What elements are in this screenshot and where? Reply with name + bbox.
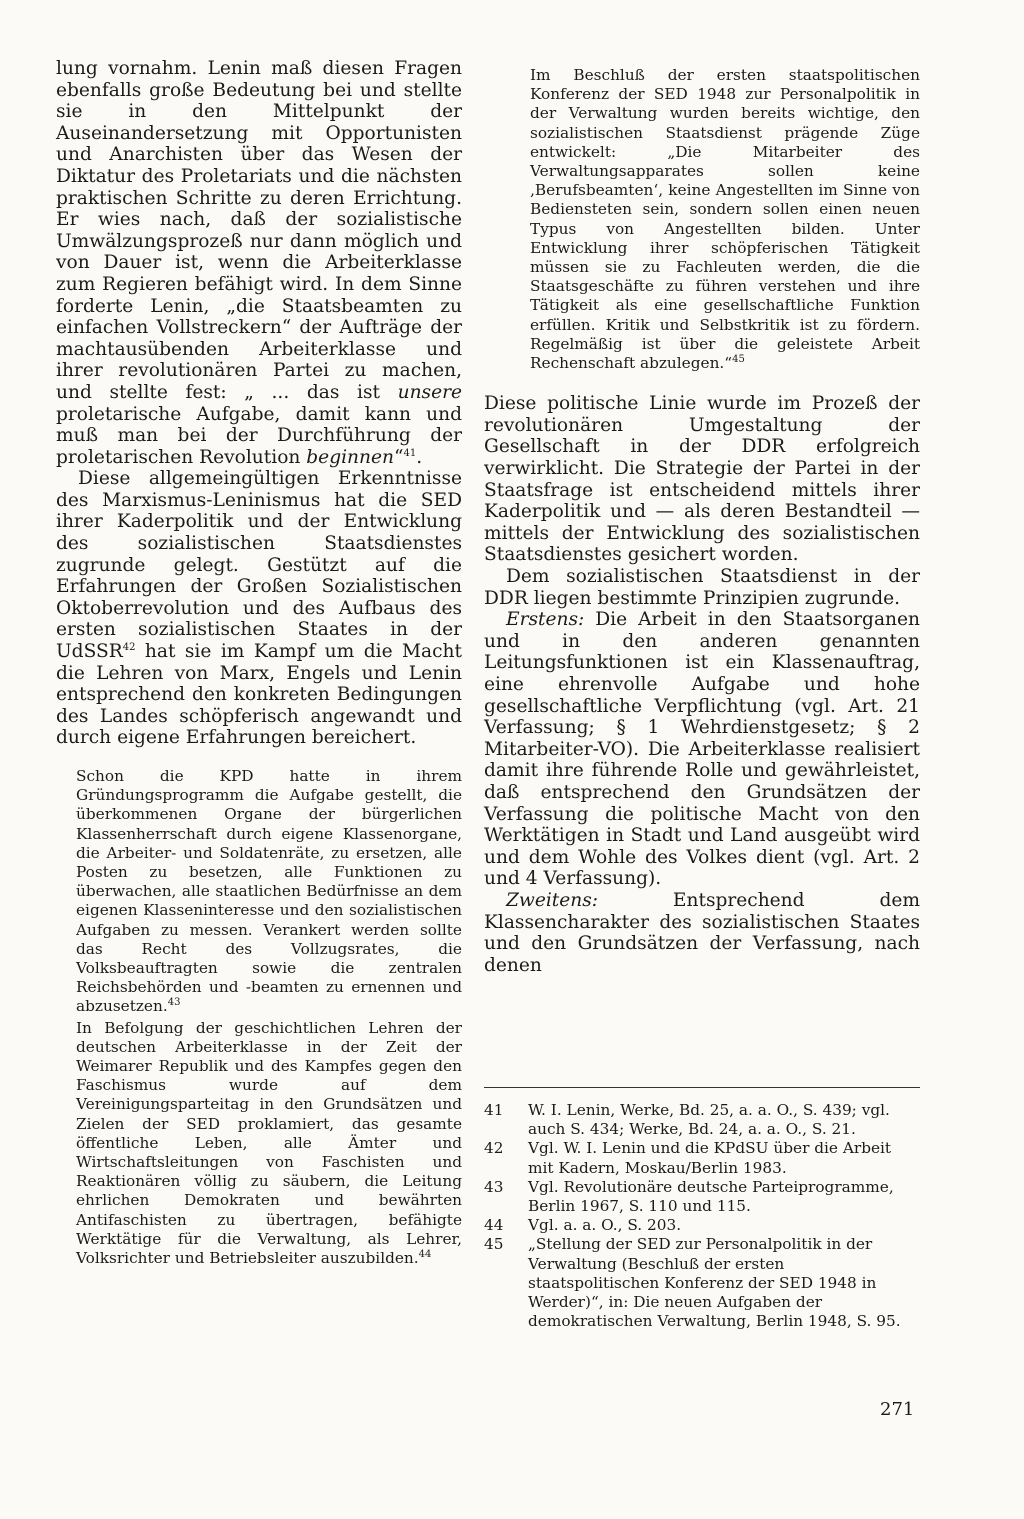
footnote-text: W. I. Lenin, Werke, Bd. 25, a. a. O., S. 439; vgl. auch S. 434; Werke, Bd. 24, a. a. O., S. 21. (528, 1101, 890, 1139)
small-paragraph-vereinigung (76, 1019, 462, 1269)
text-run: hat sie im Kampf um die Macht die Lehren von Marx, Engels und Lenin entsprechend den konkreten Bedingungen des Landes schöpferisch angewandt und durch eigene Erfahrungen bereichert. (56, 641, 462, 749)
footnote-ref-42: 42 (122, 641, 136, 653)
footnote-ref-41: 41 (403, 447, 417, 459)
footnote-text: „Stellung der SED zur Personalpolitik in der Verwaltung (Beschluß der ersten staatspolitischen Konferenz der SED 1948 in Werder)“, in: Die neuen Aufgaben der demokratischen Verwaltung, Berlin 1948, S. 95. (528, 1235, 901, 1331)
text-run: lung vornahm. Lenin maß diesen Fragen ebenfalls große Bedeutung bei und stellte sie in den Mittelpunkt der Auseinandersetzung mit Opportunisten und Anarchisten über das Wesen der Diktatur des Proletariats und die nächsten praktischen Schritte zu deren Errichtung. Er wies nach, daß der sozialistische Umwälzungsprozeß nur dann möglich und von Dauer ist, wenn die Arbeiterklasse zum Regieren befähigt wird. In dem Sinne forderte Lenin, „die Staatsbeamten zu einfachen Vollstreckern“ der Aufträge der machtausübenden Arbeiterklasse und ihrer revolutionären Partei zu machen, und stellte fest: „ ... das ist (56, 58, 462, 403)
footnote-number: 42 (484, 1139, 504, 1158)
paragraph-erstens (484, 609, 920, 890)
footnote-text: Vgl. W. I. Lenin und die KPdSU über die Arbeit mit Kadern, Moskau/Berlin 1983. (528, 1139, 892, 1177)
paragraph-prinzipien: Dem sozialistischen Staatsdienst in der DDR liegen bestimmte Prinzipien zugrunde. (484, 566, 920, 609)
footnote-divider (484, 1087, 920, 1088)
footnote-number: 45 (484, 1235, 504, 1254)
footnote-text: Vgl. Revolutionäre deutsche Parteiprogramme, Berlin 1967, S. 110 und 115. (528, 1177, 894, 1216)
footnote (484, 1235, 920, 1331)
footnote-ref-44: 44 (418, 1248, 432, 1260)
left-column (56, 58, 462, 1268)
text-run: Diese allgemeingültigen Erkenntnisse des Marxismus-Leninismus hat die SED ihrer Kaderpolitik und der Entwicklung des sozialistischen Staatsdienstes zugrunde gelegt. Gestützt auf die Erfahrungen der Großen Sozialistischen Oktoberrevolution und des Aufbaus des ersten sozialistischen Staates in der UdSSR (56, 468, 462, 663)
emphasis: unsere (397, 381, 462, 403)
small-print-block (76, 767, 462, 1268)
small-print-block (530, 66, 920, 373)
text-run: In Befolgung der geschichtlichen Lehren der deutschen Arbeiterklasse in der Zeit der Weimarer Republik und des Kampfes gegen den Faschismus wurde auf dem Vereinigungsparteitag in den Grundsätzen und Zielen der SED proklamiert, das gesamte öffentliche Leben, alle Ämter und Wirtschaftsleitungen von Faschisten und Reaktionären völlig zu säubern, die Leitung ehrlichen Demokraten und bewährten Antifaschisten zu übertragen, befähigte Werktätige für die Verwaltung, als Lehrer, Volksrichter und Betriebsleiter auszubilden. (76, 1018, 462, 1268)
text-run: “ (393, 446, 404, 468)
paragraph-lenin (56, 58, 462, 468)
emphasis: Erstens: (506, 609, 585, 631)
footnote-ref-45: 45 (732, 353, 745, 365)
footnote-number: 43 (484, 1177, 504, 1196)
footnote (484, 1178, 920, 1216)
small-paragraph-kpd (76, 767, 462, 1017)
footnote-ref-43: 43 (167, 997, 181, 1009)
paragraph-politische-linie: Diese politische Linie wurde im Prozeß der revolutionären Umgestaltung der Gesellschaft in der DDR erfolgreich verwirklicht. Die Strategie der Partei in der Staatsfrage ist entscheidend mittels ihrer Kaderpolitik und — als deren Bestandteil — mittels der Entwicklung des sozialistischen Staatsdienstes gesichert worden. (484, 393, 920, 566)
footnote-text: Vgl. a. a. O., S. 203. (528, 1216, 682, 1235)
text-run: Die Arbeit in den Staatsorganen und in den anderen genannten Leitungsfunktionen ist ein Klassenauftrag, eine ehrenvolle Aufgabe und hohe gesellschaftliche Verpflichtung (vgl. Art. 21 Verfassung; § 1 Wehrdienstgesetz; § 2 Mitarbeiter-VO). Die Arbeiterklasse realisiert damit ihre führende Rolle und gewährleistet, daß entsprechend den Grundsätzen der Verfassung die politische Macht von den Werktätigen in Stadt und Land ausgeübt wird und dem Wohle des Volkes dient (vgl. Art. 2 und 4 Verfassung). (484, 609, 920, 890)
footnote-number: 41 (484, 1101, 504, 1119)
footnote (484, 1139, 920, 1177)
small-paragraph-beschluss (530, 66, 920, 373)
emphasis: Zweitens: (506, 889, 599, 911)
text-run: Im Beschluß der ersten staatspolitischen Konferenz der SED 1948 zur Personalpolitik in der Verwaltung wurden bereits wichtige, den sozialistischen Staatsdienst prägende Züge entwickelt: „Die Mitarbeiter des Verwaltungsapparates sollen keine ‚Berufsbeamten‘, keine Angestellten im Sinne von Bediensteten sein, sondern sollen einen neuen Typus von Angestellten bilden. Unter Entwicklung ihrer schöpferischen Tätigkeit müssen sie zu Fachleuten werden, die die Staatsgeschäfte zu führen verstehen und ihre Tätigkeit als eine gesellschaftliche Funktion erfüllen. Kritik und Selbstkritik ist zu fördern. Regelmäßig ist über die geleistete Arbeit Rechenschaft abzulegen.“ (530, 66, 920, 373)
footnotes (484, 1101, 920, 1331)
footnote (484, 1101, 920, 1139)
emphasis: beginnen (306, 446, 394, 468)
paragraph-zweitens (484, 890, 920, 976)
footnote (484, 1216, 920, 1235)
paragraph-sed-kaderpolitik (56, 468, 462, 749)
text-run: Entsprechend dem Klassencharakter des sozialistischen Staates und den Grundsätzen der Verfassung, nach denen (484, 889, 920, 976)
text-run: Schon die KPD hatte in ihrem Gründungsprogramm die Aufgabe gestellt, die überkommenen Organe der bürgerlichen Klassenherrschaft durch eigene Klassenorgane, die Arbeiter- und Soldatenräte, zu ersetzen, alle Posten zu besetzen, alle Funktionen zu überwachen, alle staatlichen Bedürfnisse an dem eigenen Klasseninteresse und den sozialistischen Aufgaben zu messen. Verankert werden sollte das Recht des Vollzugsrates, die Volksbeauftragten sowie die zentralen Reichsbehörden und -beamten zu ernennen und abzusetzen. (76, 767, 462, 1016)
text-run: . (416, 446, 423, 468)
footnote-number: 44 (484, 1216, 504, 1235)
text-run: proletarische Aufgabe, damit kann und muß man bei der Durchführung der proletarischen Revolution (56, 403, 462, 468)
page-number: 271 (880, 1399, 915, 1420)
right-column (484, 66, 920, 976)
